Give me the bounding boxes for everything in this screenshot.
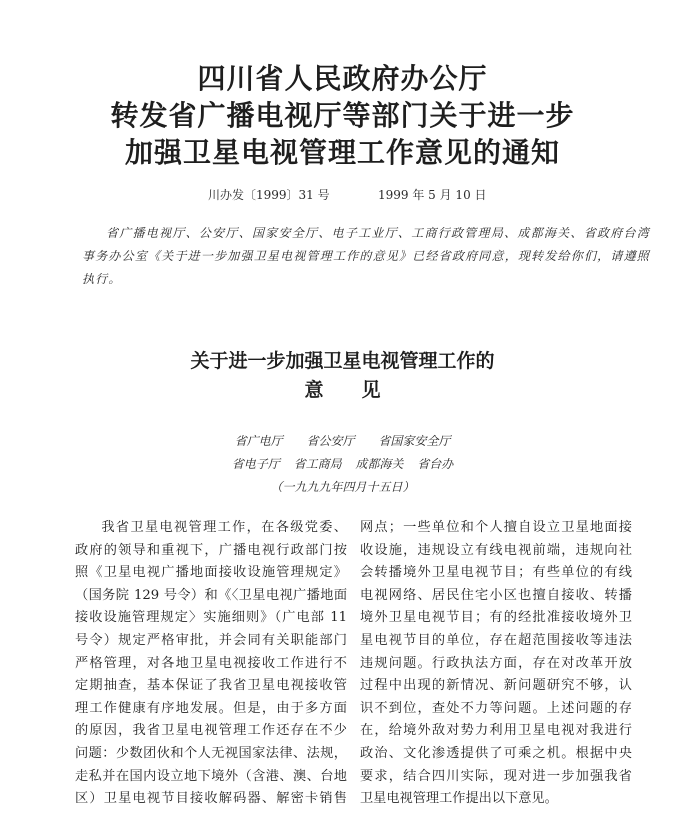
- issuer: 省工商局: [293, 457, 342, 471]
- body-line: 理工作健康有序地发展。但是，由于多方面: [75, 700, 347, 716]
- body-line: 我省卫星电视管理工作，在各级党委、: [101, 520, 347, 535]
- body-line: 区）卫星电视节目接收解码器、解密卡销售: [75, 791, 347, 807]
- body-line: 问题：少数团伙和个人无视国家法律、法规，: [75, 745, 347, 761]
- notice-title-line: 四川省人民政府办公厅: [197, 62, 488, 95]
- body-line: 要求，结合四川实际，现对进一步加强我省: [360, 768, 632, 784]
- body-line: 境外卫星电视节目；有的经批准接收境外卫: [360, 610, 632, 626]
- body-line: 卫星电视管理工作提出以下意见。: [360, 791, 558, 807]
- body-line: 照《卫星电视广播地面接收设施管理规定》: [75, 565, 347, 581]
- issuing-departments: [0, 430, 685, 499]
- issuer: 省台办: [417, 457, 454, 471]
- body-line: 违规问题。行政执法方面，存在对改革开放: [360, 655, 632, 671]
- notice-title-line: 加强卫星电视管理工作意见的通知: [124, 136, 560, 169]
- opinion-title: [0, 347, 685, 405]
- body-line: 识不到位，查处不力等问题。上述问题的存: [360, 700, 632, 716]
- body-line: （国务院 129 号令）和《〈卫星电视广播地面: [75, 587, 347, 603]
- body-line: 星电视节目的单位，存在超范围接收等违法: [360, 632, 632, 648]
- issuers-line: [0, 430, 685, 453]
- body-line: 收设施，违规设立有线电视前端，违规向社: [360, 542, 632, 558]
- body-line: 电视网络、居民住宅小区也擅自接收、转播: [360, 587, 632, 603]
- issuer: 省广电厅: [234, 434, 283, 448]
- opinion-title-line: 意见: [304, 379, 419, 401]
- body-column-left: [75, 517, 347, 811]
- body-line: 接收设施管理规定〉实施细则》（广电部 11: [75, 610, 347, 626]
- document-number: 川办发〔1999〕31 号: [208, 188, 330, 202]
- body-line: 在，给境外敌对势力利用卫星电视对我进行: [360, 723, 632, 739]
- issuer: 成都海关: [355, 457, 404, 471]
- opinion-title-line: 关于进一步加强卫星电视管理工作的: [190, 350, 495, 372]
- body-line: 网点；一些单位和个人擅自设立卫星地面接: [360, 520, 632, 535]
- notice-title: [0, 60, 685, 171]
- body-line: 会转播境外卫星电视节目；有些单位的有线: [360, 565, 632, 581]
- document-date: 1999 年 5 月 10 日: [378, 188, 487, 202]
- issuer: 省国家安全厅: [378, 434, 451, 448]
- body-line: 走私并在国内设立地下境外（含港、澳、台地: [75, 768, 347, 784]
- body-line: 政府的领导和重视下，广播电视行政部门按: [75, 542, 347, 558]
- body-line: 过程中出现的新情况、新问题研究不够，认: [360, 678, 632, 694]
- notice-title-line: 转发省广播电视厅等部门关于进一步: [110, 99, 575, 132]
- recipients-paragraph: 省广播电视厅、公安厅、国家安全厅、电子工业厅、工商行政管理局、成都海关、省政府台湾事务办公室《关于进一步加强卫星电视管理工作的意见》已经省政府同意，现转发给你们，请遵照执行。: [82, 226, 650, 286]
- issuer: 省电子厅: [231, 457, 280, 471]
- body-column-right: [360, 517, 632, 811]
- body-line: 政治、文化渗透提供了可乘之机。根据中央: [360, 745, 632, 761]
- opinion-issue-date: （一九九九年四月十五日）: [270, 480, 415, 494]
- body-line: 号令）规定严格审批，并会同有关职能部门: [75, 632, 347, 648]
- issuers-line: [0, 453, 685, 476]
- body-line: 定期抽查，基本保证了我省卫星电视接收管: [75, 678, 347, 694]
- body-line: 的原因，我省卫星电视管理工作还存在不少: [75, 723, 347, 739]
- body-line: 严格管理，对各地卫星电视接收工作进行不: [75, 655, 347, 671]
- issuer: 省公安厅: [306, 434, 355, 448]
